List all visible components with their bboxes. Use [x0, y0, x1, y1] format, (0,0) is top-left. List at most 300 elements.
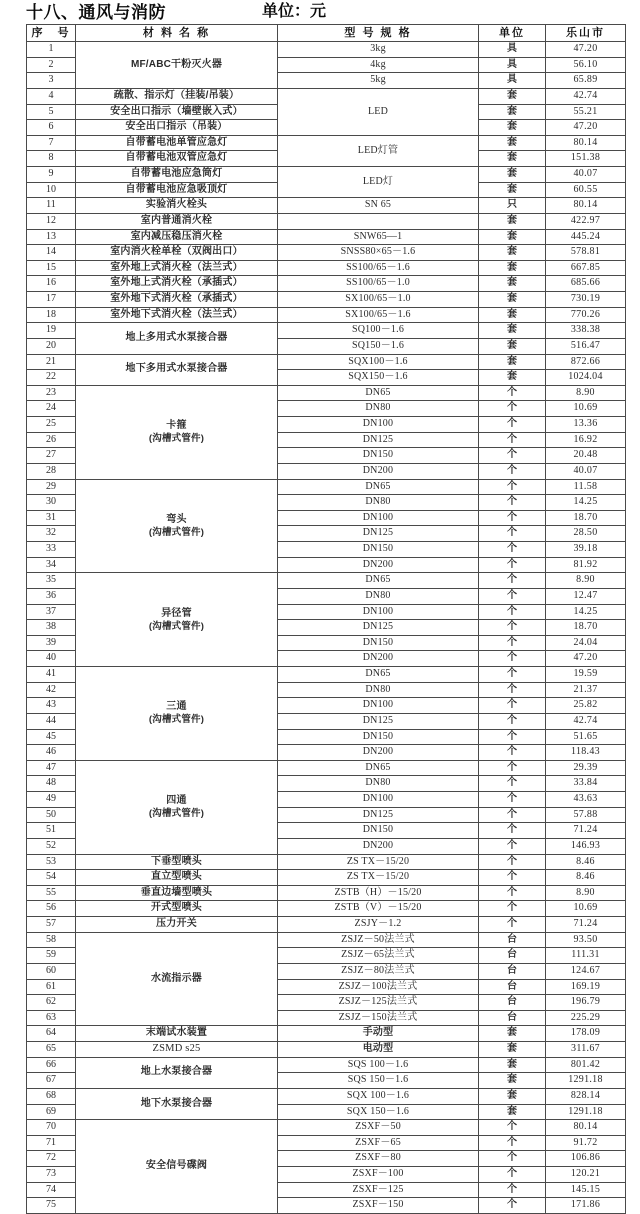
material-name-cell: MF/ABC干粉灭火器 — [76, 42, 278, 89]
row-index-cell: 38 — [27, 620, 76, 636]
unit-cell: 套 — [479, 307, 546, 323]
currency-unit-note: 单位：元 — [262, 3, 327, 20]
unit-cell: 套 — [479, 135, 546, 151]
unit-cell: 套 — [479, 292, 546, 308]
table-row — [27, 667, 626, 683]
spec-cell — [278, 213, 479, 229]
material-name-cell: 自带蓄电池双管应急灯 — [76, 151, 278, 167]
row-index-cell: 4 — [27, 88, 76, 104]
price-cell: 16.92 — [546, 432, 626, 448]
unit-cell: 个 — [479, 745, 546, 761]
spec-cell: SQX 150－1.6 — [278, 1104, 479, 1120]
row-index-cell: 16 — [27, 276, 76, 292]
spec-cell: ZSXF－150 — [278, 1198, 479, 1214]
spec-cell: DN65 — [278, 573, 479, 589]
material-name-cell: 压力开关 — [76, 917, 278, 933]
row-index-cell: 24 — [27, 401, 76, 417]
price-cell: 14.25 — [546, 604, 626, 620]
unit-cell: 套 — [479, 323, 546, 339]
table-row — [27, 198, 626, 214]
row-index-cell: 47 — [27, 760, 76, 776]
unit-cell: 套 — [479, 167, 546, 183]
row-index-cell: 62 — [27, 995, 76, 1011]
unit-cell: 具 — [479, 73, 546, 89]
spec-cell: DN150 — [278, 823, 479, 839]
unit-cell: 套 — [479, 260, 546, 276]
spec-cell: ZSJZ－65法兰式 — [278, 948, 479, 964]
price-cell: 39.18 — [546, 542, 626, 558]
spec-cell: ZSXF－100 — [278, 1167, 479, 1183]
row-index-cell: 72 — [27, 1151, 76, 1167]
price-cell: 120.21 — [546, 1167, 626, 1183]
row-index-cell: 15 — [27, 260, 76, 276]
unit-cell: 个 — [479, 495, 546, 511]
table-row — [27, 885, 626, 901]
unit-cell: 套 — [479, 151, 546, 167]
material-name-cell: 安全出口指示（吊装） — [76, 120, 278, 136]
price-cell: 47.20 — [546, 120, 626, 136]
table-row — [27, 870, 626, 886]
price-cell: 29.39 — [546, 760, 626, 776]
unit-cell: 套 — [479, 370, 546, 386]
material-name-cell: 末端试水装置 — [76, 1026, 278, 1042]
row-index-cell: 31 — [27, 510, 76, 526]
price-cell: 60.55 — [546, 182, 626, 198]
spec-cell: DN80 — [278, 588, 479, 604]
row-index-cell: 14 — [27, 245, 76, 261]
price-cell: 19.59 — [546, 667, 626, 683]
unit-cell: 套 — [479, 182, 546, 198]
unit-cell: 套 — [479, 104, 546, 120]
column-header-index: 序 号 — [27, 25, 76, 42]
price-cell: 51.65 — [546, 729, 626, 745]
spec-cell: SQS 100－1.6 — [278, 1057, 479, 1073]
price-cell: 8.90 — [546, 573, 626, 589]
unit-cell: 套 — [479, 276, 546, 292]
unit-cell: 套 — [479, 88, 546, 104]
row-index-cell: 19 — [27, 323, 76, 339]
row-index-cell: 55 — [27, 885, 76, 901]
unit-cell: 个 — [479, 698, 546, 714]
unit-cell: 个 — [479, 1151, 546, 1167]
unit-cell: 个 — [479, 885, 546, 901]
row-index-cell: 70 — [27, 1120, 76, 1136]
row-index-cell: 52 — [27, 838, 76, 854]
material-name-cell: 安全信号碟阀 — [76, 1120, 278, 1214]
unit-cell: 个 — [479, 557, 546, 573]
unit-cell: 套 — [479, 1026, 546, 1042]
row-index-cell: 27 — [27, 448, 76, 464]
price-cell: 1291.18 — [546, 1104, 626, 1120]
row-index-cell: 10 — [27, 182, 76, 198]
spec-cell: SNSS80×65－1.6 — [278, 245, 479, 261]
material-name-main: 四通 — [166, 795, 187, 807]
table-row — [27, 354, 626, 370]
unit-cell: 台 — [479, 979, 546, 995]
spec-cell: DN100 — [278, 604, 479, 620]
unit-cell: 个 — [479, 667, 546, 683]
unit-cell: 个 — [479, 479, 546, 495]
row-index-cell: 51 — [27, 823, 76, 839]
price-cell: 8.90 — [546, 885, 626, 901]
spec-cell: DN200 — [278, 838, 479, 854]
price-cell: 47.20 — [546, 651, 626, 667]
table-row — [27, 88, 626, 104]
unit-cell: 个 — [479, 542, 546, 558]
price-cell: 8.46 — [546, 870, 626, 886]
material-name-cell: 直立型喷头 — [76, 870, 278, 886]
spec-cell: DN65 — [278, 385, 479, 401]
unit-cell: 只 — [479, 198, 546, 214]
price-cell: 578.81 — [546, 245, 626, 261]
row-index-cell: 8 — [27, 151, 76, 167]
price-cell: 1024.04 — [546, 370, 626, 386]
spec-cell: DN80 — [278, 401, 479, 417]
table-row — [27, 1120, 626, 1136]
unit-cell: 个 — [479, 807, 546, 823]
row-index-cell: 49 — [27, 792, 76, 808]
row-index-cell: 71 — [27, 1135, 76, 1151]
spec-cell: ZS TX－15/20 — [278, 854, 479, 870]
row-index-cell: 33 — [27, 542, 76, 558]
spec-cell: DN200 — [278, 557, 479, 573]
price-cell: 28.50 — [546, 526, 626, 542]
price-cell: 18.70 — [546, 510, 626, 526]
price-cell: 20.48 — [546, 448, 626, 464]
material-name-main: 异径管 — [161, 607, 192, 619]
price-cell: 118.43 — [546, 745, 626, 761]
unit-cell: 个 — [479, 1182, 546, 1198]
material-name-cell: 地下多用式水泵接合器 — [76, 354, 278, 385]
unit-cell: 个 — [479, 1120, 546, 1136]
unit-cell: 个 — [479, 713, 546, 729]
spec-cell: ZSTB（V）－15/20 — [278, 901, 479, 917]
unit-cell: 个 — [479, 651, 546, 667]
spec-cell: SQX100－1.6 — [278, 354, 479, 370]
price-cell: 445.24 — [546, 229, 626, 245]
spec-cell: DN125 — [278, 807, 479, 823]
material-name-main: 三通 — [166, 701, 187, 713]
price-cell: 106.86 — [546, 1151, 626, 1167]
spec-cell: DN65 — [278, 479, 479, 495]
price-cell: 8.46 — [546, 854, 626, 870]
table-row — [27, 42, 626, 58]
material-name-cell: 室内普通消火栓 — [76, 213, 278, 229]
spec-cell: 3kg — [278, 42, 479, 58]
unit-cell: 套 — [479, 1088, 546, 1104]
column-header-unit: 单位 — [479, 25, 546, 42]
spec-cell: DN80 — [278, 776, 479, 792]
row-index-cell: 26 — [27, 432, 76, 448]
table-row — [27, 245, 626, 261]
spec-cell: DN150 — [278, 542, 479, 558]
price-cell: 80.14 — [546, 198, 626, 214]
price-cell: 225.29 — [546, 1010, 626, 1026]
price-cell: 146.93 — [546, 838, 626, 854]
material-name-cell: 室内消火栓单栓（双阀出口） — [76, 245, 278, 261]
column-header-name: 材 料 名 称 — [76, 25, 278, 42]
unit-cell: 个 — [479, 917, 546, 933]
unit-cell: 个 — [479, 573, 546, 589]
row-index-cell: 34 — [27, 557, 76, 573]
table-row — [27, 1057, 626, 1073]
price-cell: 65.89 — [546, 73, 626, 89]
row-index-cell: 53 — [27, 854, 76, 870]
row-index-cell: 28 — [27, 463, 76, 479]
material-name-cell — [76, 479, 278, 573]
table-row — [27, 573, 626, 589]
unit-cell: 个 — [479, 401, 546, 417]
row-index-cell: 56 — [27, 901, 76, 917]
price-cell: 171.86 — [546, 1198, 626, 1214]
price-cell: 80.14 — [546, 1120, 626, 1136]
spec-cell: 电动型 — [278, 1042, 479, 1058]
row-index-cell: 22 — [27, 370, 76, 386]
price-cell: 24.04 — [546, 635, 626, 651]
unit-cell: 套 — [479, 354, 546, 370]
unit-cell: 套 — [479, 245, 546, 261]
spec-cell: SNW65—1 — [278, 229, 479, 245]
spec-cell: DN125 — [278, 526, 479, 542]
unit-cell: 个 — [479, 682, 546, 698]
material-name-cell: 室外地下式消火栓（承插式） — [76, 292, 278, 308]
price-cell: 12.47 — [546, 588, 626, 604]
unit-cell: 个 — [479, 463, 546, 479]
unit-cell: 个 — [479, 432, 546, 448]
spec-cell: DN80 — [278, 495, 479, 511]
price-cell: 80.14 — [546, 135, 626, 151]
price-cell: 770.26 — [546, 307, 626, 323]
material-name-sub: (沟槽式管件) — [148, 433, 205, 445]
unit-cell: 台 — [479, 995, 546, 1011]
spec-cell: ZSJZ－50法兰式 — [278, 932, 479, 948]
price-cell: 18.70 — [546, 620, 626, 636]
table-row — [27, 479, 626, 495]
spec-cell: DN150 — [278, 729, 479, 745]
material-name-cell — [76, 760, 278, 854]
unit-cell: 个 — [479, 635, 546, 651]
material-name-cell: 实验消火栓头 — [76, 198, 278, 214]
spec-cell: SN 65 — [278, 198, 479, 214]
unit-cell: 个 — [479, 526, 546, 542]
spec-cell: SS100/65－1.0 — [278, 276, 479, 292]
row-index-cell: 75 — [27, 1198, 76, 1214]
spec-cell: ZSJZ－125法兰式 — [278, 995, 479, 1011]
table-header — [27, 25, 626, 42]
row-index-cell: 25 — [27, 417, 76, 433]
spec-cell: DN200 — [278, 651, 479, 667]
price-cell: 10.69 — [546, 401, 626, 417]
price-cell: 40.07 — [546, 167, 626, 183]
material-name-cell: 垂直边墙型喷头 — [76, 885, 278, 901]
row-index-cell: 41 — [27, 667, 76, 683]
unit-cell: 个 — [479, 823, 546, 839]
price-cell: 71.24 — [546, 917, 626, 933]
row-index-cell: 21 — [27, 354, 76, 370]
table-row — [27, 385, 626, 401]
unit-cell: 套 — [479, 338, 546, 354]
price-cell: 667.85 — [546, 260, 626, 276]
material-name-main: 卡箍 — [166, 420, 187, 432]
material-name-cell — [76, 573, 278, 667]
spec-cell: ZSXF－125 — [278, 1182, 479, 1198]
spec-cell: ZSJZ－100法兰式 — [278, 979, 479, 995]
material-name-cell: 开式型喷头 — [76, 901, 278, 917]
row-index-cell: 45 — [27, 729, 76, 745]
spec-cell: ZSXF－50 — [278, 1120, 479, 1136]
spec-cell: DN65 — [278, 667, 479, 683]
material-name-sub: (沟槽式管件) — [148, 808, 205, 820]
price-cell: 196.79 — [546, 995, 626, 1011]
row-index-cell: 30 — [27, 495, 76, 511]
spec-cell: ZSJZ－150法兰式 — [278, 1010, 479, 1026]
row-index-cell: 5 — [27, 104, 76, 120]
material-name-cell: 地下水泵接合器 — [76, 1088, 278, 1119]
unit-cell: 个 — [479, 1198, 546, 1214]
row-index-cell: 18 — [27, 307, 76, 323]
row-index-cell: 42 — [27, 682, 76, 698]
spec-cell: DN125 — [278, 432, 479, 448]
unit-cell: 台 — [479, 932, 546, 948]
material-name-cell: 下垂型喷头 — [76, 854, 278, 870]
row-index-cell: 68 — [27, 1088, 76, 1104]
row-index-cell: 39 — [27, 635, 76, 651]
spec-cell: DN200 — [278, 745, 479, 761]
price-cell: 33.84 — [546, 776, 626, 792]
row-index-cell: 46 — [27, 745, 76, 761]
material-name-cell: 地上多用式水泵接合器 — [76, 323, 278, 354]
row-index-cell: 57 — [27, 917, 76, 933]
material-name-cell: 水流指示器 — [76, 932, 278, 1026]
spec-cell: DN150 — [278, 635, 479, 651]
table-row — [27, 276, 626, 292]
price-cell: 13.36 — [546, 417, 626, 433]
spec-cell: SQX150－1.6 — [278, 370, 479, 386]
price-table — [26, 24, 626, 1214]
table-row — [27, 1088, 626, 1104]
spec-cell: LED灯 — [278, 167, 479, 198]
spec-cell: 4kg — [278, 57, 479, 73]
price-cell: 81.92 — [546, 557, 626, 573]
row-index-cell: 65 — [27, 1042, 76, 1058]
unit-cell: 个 — [479, 838, 546, 854]
row-index-cell: 40 — [27, 651, 76, 667]
row-index-cell: 13 — [27, 229, 76, 245]
price-cell: 21.37 — [546, 682, 626, 698]
price-cell: 685.66 — [546, 276, 626, 292]
material-name-cell: 室外地上式消火栓（承插式） — [76, 276, 278, 292]
unit-cell: 套 — [479, 213, 546, 229]
price-cell: 872.66 — [546, 354, 626, 370]
table-row — [27, 260, 626, 276]
spec-cell: DN65 — [278, 760, 479, 776]
row-index-cell: 3 — [27, 73, 76, 89]
price-cell: 151.38 — [546, 151, 626, 167]
material-name-cell — [76, 385, 278, 479]
row-index-cell: 43 — [27, 698, 76, 714]
price-cell: 14.25 — [546, 495, 626, 511]
spec-cell: DN100 — [278, 510, 479, 526]
row-index-cell: 36 — [27, 588, 76, 604]
spec-cell: DN100 — [278, 417, 479, 433]
table-header-row — [27, 25, 626, 42]
spec-cell: LED灯管 — [278, 135, 479, 166]
price-cell: 730.19 — [546, 292, 626, 308]
unit-cell: 个 — [479, 1135, 546, 1151]
row-index-cell: 1 — [27, 42, 76, 58]
spec-cell: 手动型 — [278, 1026, 479, 1042]
column-header-spec: 型 号 规 格 — [278, 25, 479, 42]
spec-cell: SQ150－1.6 — [278, 338, 479, 354]
row-index-cell: 64 — [27, 1026, 76, 1042]
price-cell: 11.58 — [546, 479, 626, 495]
row-index-cell: 54 — [27, 870, 76, 886]
spec-cell: DN80 — [278, 682, 479, 698]
unit-cell: 个 — [479, 1167, 546, 1183]
price-cell: 91.72 — [546, 1135, 626, 1151]
spec-cell: DN100 — [278, 698, 479, 714]
unit-cell: 个 — [479, 448, 546, 464]
document-header — [0, 0, 640, 24]
table-row — [27, 1042, 626, 1058]
material-name-cell: 安全出口指示（墙壁嵌入式） — [76, 104, 278, 120]
material-name-sub: (沟槽式管件) — [148, 714, 205, 726]
price-cell: 47.20 — [546, 42, 626, 58]
spec-cell: ZSJZ－80法兰式 — [278, 963, 479, 979]
row-index-cell: 67 — [27, 1073, 76, 1089]
unit-cell: 个 — [479, 760, 546, 776]
unit-cell: 个 — [479, 792, 546, 808]
unit-cell: 个 — [479, 870, 546, 886]
material-name-cell: 地上水泵接合器 — [76, 1057, 278, 1088]
price-cell: 338.38 — [546, 323, 626, 339]
spec-cell: ZSXF－65 — [278, 1135, 479, 1151]
price-cell: 71.24 — [546, 823, 626, 839]
price-cell: 169.19 — [546, 979, 626, 995]
price-cell: 56.10 — [546, 57, 626, 73]
row-index-cell: 73 — [27, 1167, 76, 1183]
price-cell: 178.09 — [546, 1026, 626, 1042]
price-cell: 42.74 — [546, 88, 626, 104]
price-cell: 25.82 — [546, 698, 626, 714]
spec-cell: SS100/65－1.6 — [278, 260, 479, 276]
spec-cell: ZS TX－15/20 — [278, 870, 479, 886]
row-index-cell: 50 — [27, 807, 76, 823]
unit-cell: 个 — [479, 854, 546, 870]
material-name-cell: 疏散、指示灯（挂装/吊装） — [76, 88, 278, 104]
unit-cell: 套 — [479, 1042, 546, 1058]
price-cell: 42.74 — [546, 713, 626, 729]
material-name-cell: 自带蓄电池应急筒灯 — [76, 167, 278, 183]
row-index-cell: 12 — [27, 213, 76, 229]
spec-cell: DN100 — [278, 792, 479, 808]
material-name-main: 弯头 — [166, 513, 187, 525]
spec-cell: ZSTB（H）－15/20 — [278, 885, 479, 901]
row-index-cell: 60 — [27, 963, 76, 979]
row-index-cell: 63 — [27, 1010, 76, 1026]
unit-cell: 个 — [479, 776, 546, 792]
table-row — [27, 167, 626, 183]
spec-cell: DN125 — [278, 713, 479, 729]
row-index-cell: 6 — [27, 120, 76, 136]
spec-cell: SX100/65－1.0 — [278, 292, 479, 308]
column-header-price: 乐山市 — [546, 25, 626, 42]
unit-cell: 套 — [479, 1057, 546, 1073]
unit-cell: 套 — [479, 1073, 546, 1089]
table-row — [27, 760, 626, 776]
row-index-cell: 2 — [27, 57, 76, 73]
row-index-cell: 9 — [27, 167, 76, 183]
